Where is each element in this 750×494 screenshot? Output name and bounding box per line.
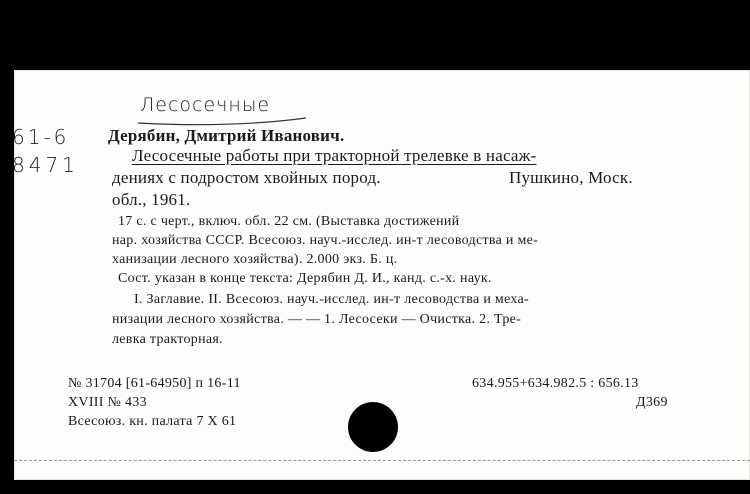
title-line-1: Лесосечные работы при тракторной трелевке в насаж- <box>132 146 537 165</box>
title-line-2a: дениях с подростом хвойных пород. <box>112 168 381 187</box>
handwritten-class-number-2: 8471 <box>12 153 79 177</box>
imprint-line: обл., 1961. <box>112 190 191 209</box>
collation-line-3: ханизации лесного хозяйства). 2.000 экз. Б. ц. <box>112 252 398 267</box>
udc-classification: 634.955+634.982.5 : 656.13 <box>472 376 639 391</box>
collation-line-1: 17 с. с черт., включ. обл. 22 см. (Выставка достижений <box>118 214 460 229</box>
title-line-2b: Пушкино, Моск. <box>509 168 633 187</box>
issuing-chamber: Всесоюз. кн. палата 7 X 61 <box>68 414 237 429</box>
registry-number: XVIII № 433 <box>68 395 147 410</box>
compiler-note: Сост. указан в конце текста: Дерябин Д. И., канд. с.-х. наук. <box>118 271 492 286</box>
tracings-line-3: левка тракторная. <box>112 332 223 347</box>
author-code: Д369 <box>636 395 668 410</box>
handwritten-class-number-1: 61-6 <box>12 125 70 149</box>
author-heading: Дерябин, Дмитрий Иванович. <box>108 126 345 145</box>
punch-hole <box>348 402 398 452</box>
tracings-line-1: I. Заглавие. II. Всесоюз. науч.-исслед. ин-т лесоводства и меха- <box>134 292 530 307</box>
handwritten-subject-heading: Лесосечные <box>140 94 271 116</box>
accession-number: № 31704 [61-64950] п 16-11 <box>68 376 241 391</box>
card-bottom-dash-line <box>14 460 750 461</box>
catalog-card <box>14 70 750 480</box>
collation-line-2: нар. хозяйства СССР. Всесоюз. науч.-исслед. ин-т лесоводства и ме- <box>112 233 539 248</box>
tracings-line-2: низации лесного хозяйства. — — 1. Лесосеки — Очистка. 2. Тре- <box>112 312 522 327</box>
